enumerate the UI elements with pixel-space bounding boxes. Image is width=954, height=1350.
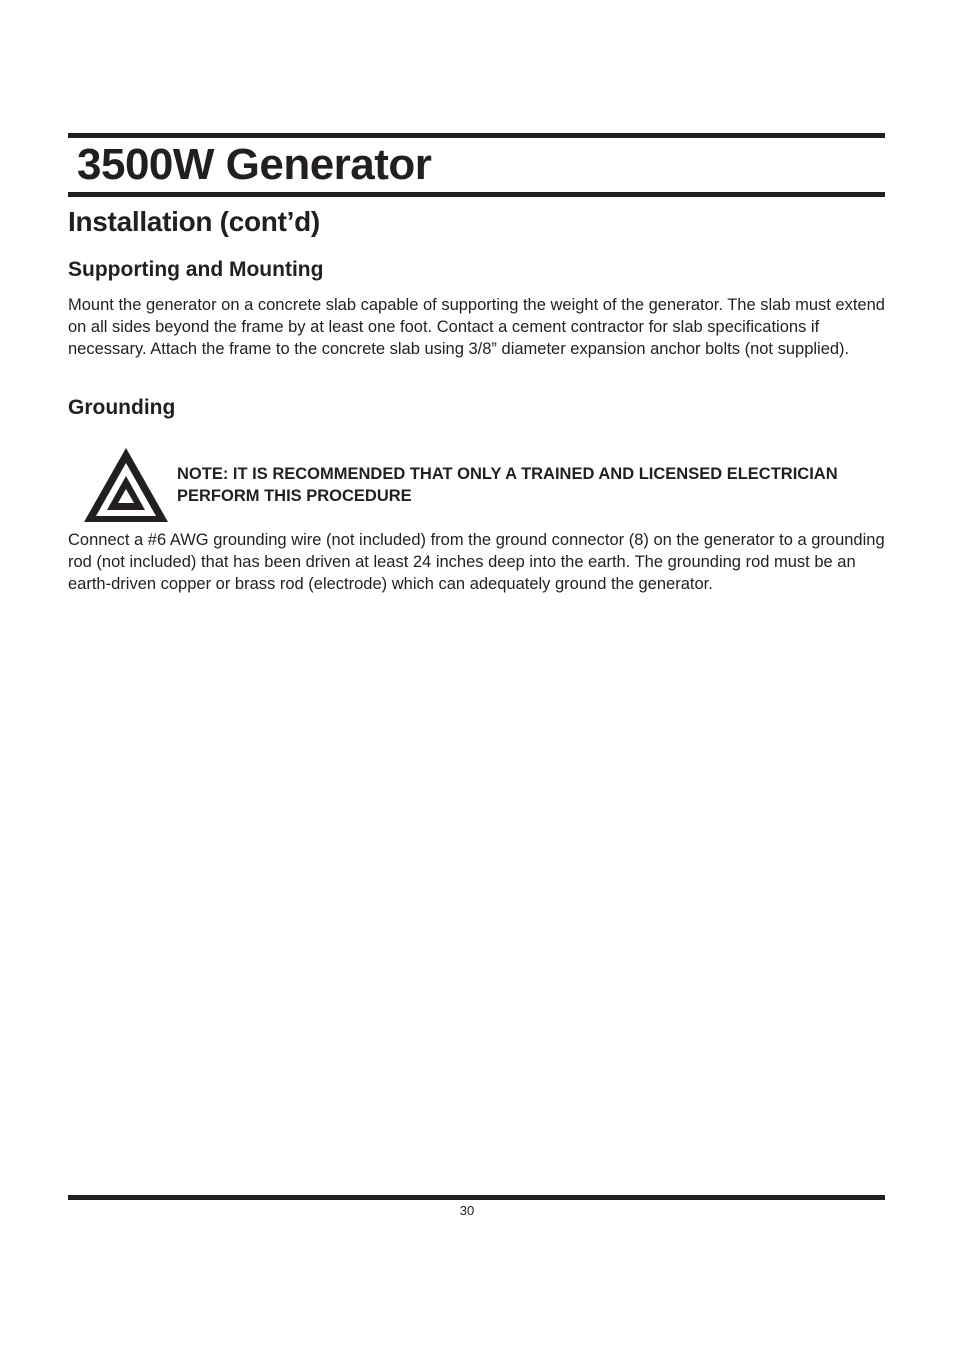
footer-rule [68, 1195, 885, 1200]
section-title: Installation (cont’d) [68, 206, 320, 237]
header-bottom-rule [68, 192, 885, 197]
page-number: 30 [459, 1203, 475, 1218]
mounting-heading: Supporting and Mounting [68, 258, 324, 281]
electrician-note: NOTE: IT IS RECOMMENDED THAT ONLY A TRAINED AND LICENSED ELECTRICIAN PERFORM THIS PROCEDURE [177, 465, 838, 505]
document-title: 3500W Generator [77, 140, 432, 189]
header-top-rule [68, 133, 885, 138]
mounting-paragraph: Mount the generator on a concrete slab capable of supporting the weight of the generator. The slab must extend on all sides beyond the frame by at least one foot. Contact a cement contractor for slab specifications if necessary. Attach the frame to the concrete slab using 3/8” diameter expansion anchor bolts (not supplied). [68, 296, 885, 358]
grounding-heading: Grounding [68, 396, 176, 419]
warning-triangle-icon [83, 447, 169, 523]
grounding-paragraph: Connect a #6 AWG grounding wire (not included) from the ground connector (8) on the generator to a grounding rod (not included) that has been driven at least 24 inches deep into the earth. The grounding rod must be an earth-driven copper or brass rod (electrode) which can adequately ground the generator. [68, 531, 885, 593]
